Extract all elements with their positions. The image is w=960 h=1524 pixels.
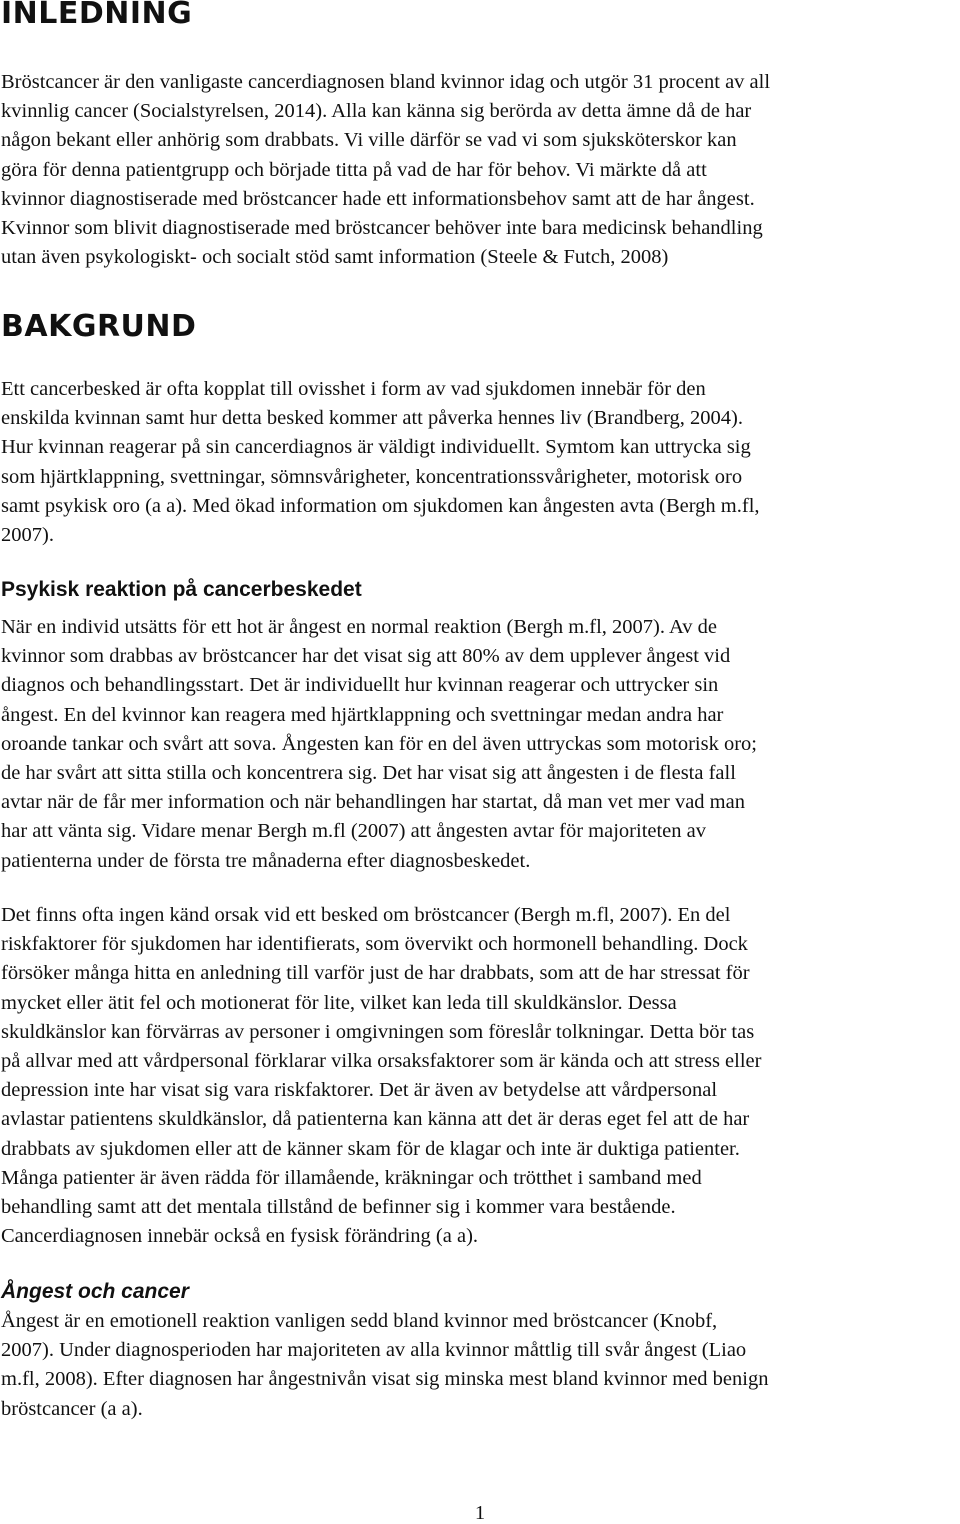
- text-line: Bröstcancer är den vanligaste cancerdiagnosen bland kvinnor idag och utgör 31 procent av all: [1, 71, 771, 93]
- text-line: bröstcancer (a a).: [1, 1397, 143, 1420]
- text-line: ångest. En del kvinnor kan reagera med hjärtklappning och svettningar medan andra har: [1, 703, 724, 726]
- paragraph-angest: [1, 1307, 768, 1424]
- text-line: m.fl, 2008). Efter diagnosen har ångestnivån visat sig minska mest bland kvinnor med benign: [1, 1368, 769, 1391]
- text-line: riskfaktorer för sjukdomen har identifierats, som övervikt och hormonell behandling. Dock: [1, 933, 748, 956]
- heading-angest-och-cancer: Ångest och cancer: [1, 1280, 189, 1303]
- text-line: någon bekant eller anhörig som drabbats. Vi ville därför se vad vi som sjuksköterskor kan: [1, 129, 737, 152]
- text-line: drabbats av sjukdomen eller att de känner skam för de klagar och inte är duktiga patienter.: [1, 1137, 740, 1160]
- text-line: depression inte har visat sig vara riskfaktorer. Det är även av betydelse att vårdpersonal: [1, 1079, 718, 1102]
- text-line: avtar när de får mer information och när behandlingen har startat, då man vet mer vad man: [1, 791, 745, 814]
- text-line: Cancerdiagnosen innebär också en fysisk förändring (a a).: [1, 1225, 479, 1248]
- text-line: på allvar med att vårdpersonal förklarar vilka orsaksfaktorer som är kända och att stress eller: [1, 1049, 762, 1072]
- text-line: samt psykisk oro (a a). Med ökad information om sjukdomen kan ångesten avta (Bergh m.fl,: [1, 494, 760, 517]
- text-line: utan även psykologiskt- och socialt stöd samt information (Steele & Futch, 2008): [1, 246, 669, 269]
- text-line: göra för denna patientgrupp och började titta på vad de har för behov. Vi märkte då att: [1, 158, 707, 181]
- text-line: kvinnor diagnostiserade med bröstcancer hade ett informationsbehov samt att de har ångest.: [1, 187, 755, 210]
- heading-psykisk-reaktion: Psykisk reaktion på cancerbeskedet: [1, 578, 362, 601]
- text-line: har att vänta sig. Vidare menar Bergh m.fl (2007) att ångesten avtar för majoriteten av: [1, 820, 707, 843]
- text-line: När en individ utsätts för ett hot är ångest en normal reaktion (Bergh m.fl, 2007). Av de: [1, 616, 717, 638]
- heading-bakgrund: BAKGRUND: [1, 309, 197, 344]
- paragraph-orsak: [1, 901, 761, 1251]
- text-line: Många patienter är även rädda för illamående, kräkningar och trötthet i samband med: [1, 1166, 702, 1189]
- page-number: 1: [474, 1502, 486, 1524]
- text-line: mycket eller ätit fel och motionerat för lite, vilket kan leda till skuldkänslor. Dessa: [1, 991, 677, 1014]
- text-line: kvinnor som drabbas av bröstcancer har det visat sig att 80% av dem upplever ångest vid: [1, 645, 731, 668]
- text-line: diagnos och behandlingsstart. Det är individuellt hur kvinnan reagerar och uttrycker sin: [1, 674, 719, 697]
- text-line: Kvinnor som blivit diagnostiserade med bröstcancer behöver inte bara medicinsk behandling: [1, 216, 763, 239]
- text-line: kvinnlig cancer (Socialstyrelsen, 2014). Alla kan känna sig berörda av detta ämne då de har: [1, 100, 752, 123]
- text-line: oroande tankar och svårt att sova. Ångesten kan för en del även uttryckas som motorisk oro;: [1, 732, 758, 755]
- paragraph-inledning: [1, 68, 770, 272]
- text-line: 2007). Under diagnosperioden har majoriteten av alla kvinnor måttlig till svår ångest (Liao: [1, 1339, 747, 1362]
- text-line: Ångest är en emotionell reaktion vanligen sedd bland kvinnor med bröstcancer (Knobf,: [1, 1310, 718, 1332]
- paragraph-psykisk-reaktion: [1, 613, 757, 876]
- text-line: avlastar patientens skuldkänslor, då patienterna kan känna att det är deras eget fel att de har: [1, 1108, 750, 1131]
- text-line: Det finns ofta ingen känd orsak vid ett besked om bröstcancer (Bergh m.fl, 2007). En del: [1, 904, 731, 926]
- text-line: Hur kvinnan reagerar på sin cancerdiagnos är väldigt individuellt. Symtom kan uttrycka sig: [1, 436, 751, 459]
- text-line: skuldkänslor kan förvärras av personer i omgivningen som föreslår tolkningar. Detta bör tas: [1, 1020, 755, 1043]
- text-line: patienterna under de första tre månaderna efter diagnosbeskedet.: [1, 849, 531, 872]
- text-line: Ett cancerbesked är ofta kopplat till ovisshet i form av vad sjukdomen innebär för den: [1, 378, 706, 400]
- text-line: enskilda kvinnan samt hur detta besked kommer att påverka hennes liv (Brandberg, 2004).: [1, 407, 743, 430]
- text-line: de har svårt att sitta stilla och koncentrera sig. Det har visat sig att ångesten i de flesta fall: [1, 761, 736, 784]
- paragraph-bakgrund: [1, 375, 760, 550]
- text-line: försöker många hitta en anledning till varför just de har drabbats, som att de har stressat för: [1, 962, 750, 985]
- text-line: behandling samt att det mentala tillstånd de befinner sig i kommer vara bestående.: [1, 1195, 676, 1218]
- heading-inledning: INLEDNING: [1, 0, 193, 31]
- text-line: som hjärtklappning, svettningar, sömnsvårigheter, koncentrationssvårigheter, motorisk oro: [1, 465, 743, 488]
- text-line: 2007).: [1, 523, 54, 546]
